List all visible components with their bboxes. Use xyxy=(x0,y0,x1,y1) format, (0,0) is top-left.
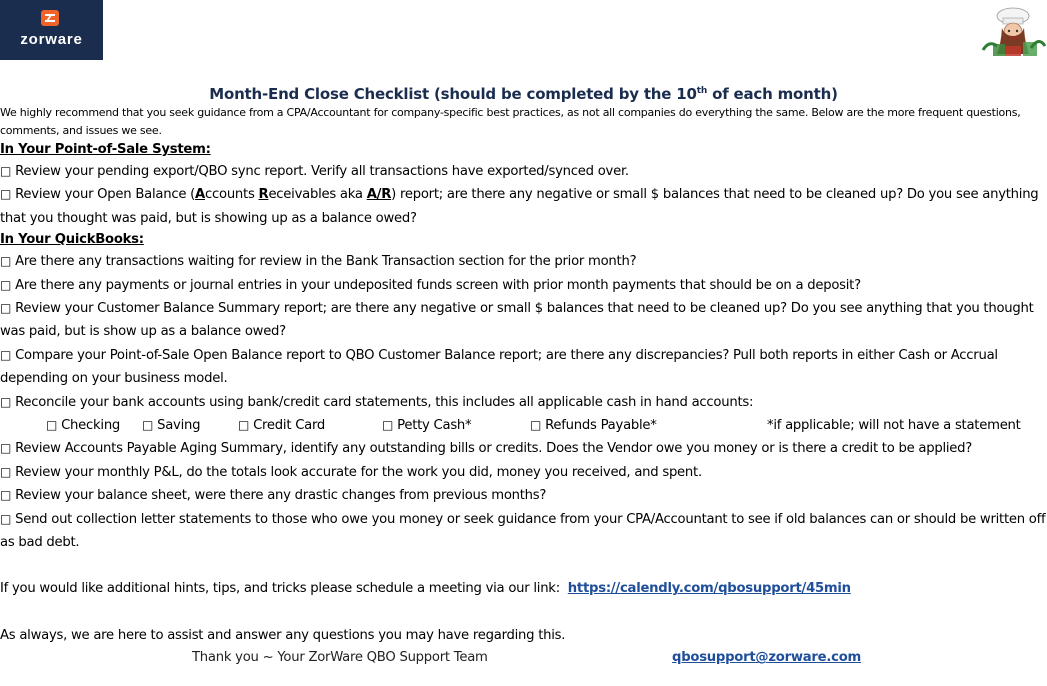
closing-text: As always, we are here to assist and answer any questions you may have regarding this. xyxy=(0,627,566,643)
checkbox-icon: □ xyxy=(0,441,12,456)
list-item: □ Review your Customer Balance Summary report; are there any negative or small $ balances that need to be cleaned up? Do you see anything that you thought was paid, but is show up as a balance owed? xyxy=(0,301,1034,340)
calendly-link[interactable]: https://calendly.com/qbosupport/45min xyxy=(567,581,851,597)
account-petty-cash: □ Petty Cash* xyxy=(382,418,472,434)
page-title: Month-End Close Checklist (should be completed by the 10th of each month) xyxy=(209,85,838,103)
accounts-note: *if applicable; will not have a statement xyxy=(767,418,1021,434)
list-item: □ Reconcile your bank accounts using bank/credit card statements, this includes all applicable cash in hand accounts: xyxy=(0,394,754,410)
brand-name: zorware xyxy=(20,31,83,48)
checkbox-icon: □ xyxy=(0,488,12,503)
thanks-signature: Thank you ~ Your ZorWare QBO Support Team xyxy=(192,650,488,666)
list-item: □ Review your balance sheet, were there any drastic changes from previous months? xyxy=(0,488,547,504)
account-saving: □ Saving xyxy=(142,418,201,434)
checklist-document xyxy=(0,78,1047,669)
checkbox-icon: □ xyxy=(0,164,12,178)
list-item: □ Are there any payments or journal entries in your undeposited funds screen with prior month payments that should be on a deposit? xyxy=(0,277,861,293)
zorware-logo xyxy=(0,0,103,60)
account-refunds-payable: □ Refunds Payable* xyxy=(530,418,657,434)
support-email-link[interactable]: qbosupport@zorware.com xyxy=(672,650,862,666)
list-item: □ Review your pending export/QBO sync report. Verify all transactions have exported/synced over. xyxy=(0,164,629,179)
checkbox-icon: □ xyxy=(0,347,12,362)
intro-paragraph: We highly recommend that you seek guidance from a CPA/Accountant for company-specific best practices, as not all companies do everything the same. Below are the more frequent questions, comments, and issues we see. xyxy=(0,106,1021,137)
checkbox-icon: □ xyxy=(0,394,12,409)
list-item: □ Send out collection letter statements to those who owe you money or seek guidance from your CPA/Accountant to see if old balances can or should be written off as bad debt. xyxy=(0,511,1046,551)
list-item: □ Are there any transactions waiting for review in the Bank Transaction section for the prior month? xyxy=(0,254,637,270)
signature-row xyxy=(0,647,1047,669)
account-credit-card: □ Credit Card xyxy=(238,418,326,434)
chef-mascot-avatar xyxy=(975,6,1047,58)
checkbox-icon: □ xyxy=(0,464,12,479)
list-item: □ Review Accounts Payable Aging Summary, identify any outstanding bills or credits. Does the Vendor owe you money or is there a credit to be applied? xyxy=(0,441,973,457)
checkbox-icon: □ xyxy=(0,301,12,316)
checkbox-icon: □ xyxy=(0,277,12,292)
account-checking: □ Checking xyxy=(46,418,121,434)
zorware-logo-mark-icon xyxy=(41,10,59,26)
list-item: □ Review your Open Balance (Accounts Receivables aka A/R) report; are there any negative or small $ balances that need to be cleaned up? Do you see anything that you thought was paid, but is showing up as a balance owed? xyxy=(0,187,1039,226)
pos-section-heading: In Your Point-of-Sale System: xyxy=(0,142,211,157)
meeting-line: If you would like additional hints, tips, and tricks please schedule a meeting via our link: https://calendly.com/qbosupport/45min xyxy=(0,581,851,597)
quickbooks-section-heading: In Your QuickBooks: xyxy=(0,232,144,248)
checkbox-icon: □ xyxy=(0,254,12,269)
list-item: □ Review your monthly P&L, do the totals look accurate for the work you did, money you received, and spent. xyxy=(0,464,702,480)
accounts-checklist-row xyxy=(0,414,1047,437)
checkbox-icon: □ xyxy=(0,511,12,526)
list-item: □ Compare your Point-of-Sale Open Balance report to QBO Customer Balance report; are there any discrepancies? Pull both reports in either Cash or Accrual depending on your business model. xyxy=(0,347,998,387)
checkbox-icon: □ xyxy=(0,187,12,202)
